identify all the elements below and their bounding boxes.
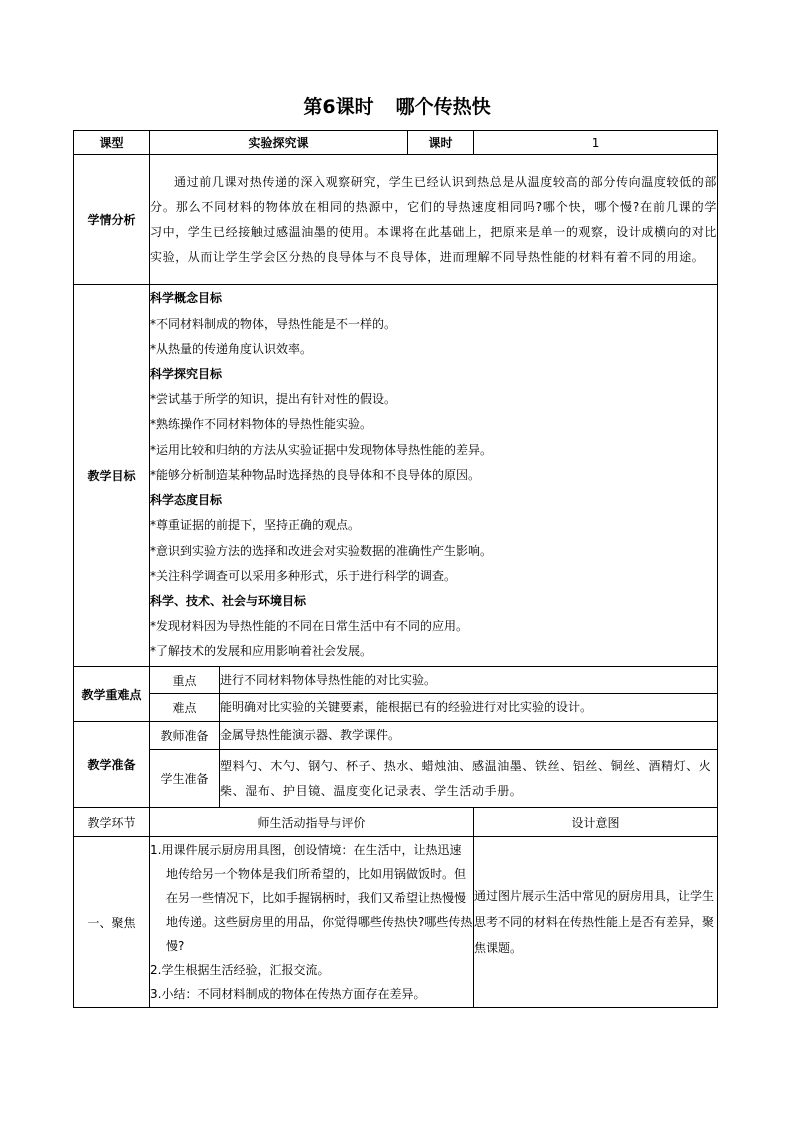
inquiry-goal-item: *能够分析制造某种物品时选择热的良导体和不良导体的原因。 [150,467,481,482]
stse-goal-item: *了解技术的发展和应用影响着社会发展。 [150,644,373,659]
stse-goal-item: *发现材料因为导热性能的不同在日常生活中有不同的应用。 [150,619,469,634]
analysis-row [74,155,718,285]
attitude-goal-heading: 科学态度目标 [150,493,223,508]
goals-label: 教学目标 [74,285,150,667]
attitude-goal-item: *关注科学调查可以采用多种形式，乐于进行科学的调查。 [150,568,457,583]
teacher-prep-label: 教师准备 [150,722,220,750]
focus-text: 进行不同材料物体导热性能的对比实验。 [220,667,718,694]
activity-item: 1.用课件展示厨房用具图，创设情境：在生活中，让热迅速地传给另一个物体是我们所希望的，比如用锅做饭时。但在另一些情况下，比如手握锅柄时，我们又希望让热慢慢地传递。这些厨房里的用品，你觉得哪些传热快?哪些传热慢? [150,843,473,953]
process-header-row [74,808,718,837]
page-title [0,92,794,119]
focus-label: 重点 [150,667,220,694]
activity-cell [150,837,474,1008]
concept-goal-item: *不同材料制成的物体，导热性能是不一样的。 [150,316,397,331]
lesson-number: 第6课时 [303,96,374,118]
inquiry-goal-item: *运用比较和归纳的方法从实验证据中发现物体导热性能的差异。 [150,442,493,457]
lesson-plan-table [73,130,718,1008]
analysis-cell [150,155,718,285]
attitude-goal-item: *尊重证据的前提下，坚持正确的观点。 [150,518,361,533]
course-type-label: 课型 [74,131,150,155]
analysis-text: 通过前几课对热传递的深入观察研究，学生已经认识到热总是从温度较高的部分传向温度较低的部分。那么不同材料的物体放在相同的热源中，它们的导热速度相同吗?哪个快，哪个慢?在前几课的学习中，学生已经接触过感温油墨的使用。本课将在此基础上，把原来是单一的观察，设计成横向的对比实验，从而让学生学会区分热的良导体与不良导体，进而理解不同导热性能的材料有着不同的用途。 [150,174,718,264]
goals-cell [150,285,718,667]
stage-header: 教学环节 [74,808,150,837]
intent-text: 通过图片展示生活中常见的厨房用具，让学生思考不同的材料在传热性能上是否有差异，聚焦课题。 [474,837,718,1008]
activity-header: 师生活动指导与评价 [150,808,474,837]
stage-row [74,837,718,1008]
difficulty-text: 能明确对比实验的关键要素，能根据已有的经验进行对比实验的设计。 [220,694,718,722]
course-type-value: 实验探究课 [150,131,408,155]
key-points-label: 教学重难点 [74,667,150,722]
concept-goal-item: *从热量的传递角度认识效率。 [150,341,313,356]
inquiry-goal-heading: 科学探究目标 [150,367,223,382]
intent-header: 设计意图 [474,808,718,837]
stage-name: 一、聚焦 [74,837,150,1008]
student-prep-text: 塑料勺、木勺、钢勺、杯子、热水、蜡烛油、感温油墨、铁丝、铝丝、铜丝、酒精灯、火柴、湿布、护目镜、温度变化记录表、学生活动手册。 [220,750,718,808]
course-hours-value: 1 [474,131,718,155]
analysis-label: 学情分析 [74,155,150,285]
course-hours-label: 课时 [408,131,474,155]
student-prep-row [74,750,718,808]
stse-goal-heading: 科学、技术、社会与环境目标 [150,593,307,608]
teacher-prep-text: 金属导热性能演示器、教学课件。 [220,722,718,750]
goals-row [74,285,718,667]
attitude-goal-item: *意识到实验方法的选择和改进会对实验数据的准确性产生影响。 [150,543,493,558]
focus-row [74,667,718,694]
preparation-label: 教学准备 [74,722,150,808]
concept-goal-heading: 科学概念目标 [150,291,223,306]
course-type-row [74,131,718,155]
activity-item: 3.小结：不同材料制成的物体在传热方面存在差异。 [150,987,426,1001]
teacher-prep-row [74,722,718,750]
inquiry-goal-item: *熟练操作不同材料物体的导热性能实验。 [150,417,373,432]
difficulty-label: 难点 [150,694,220,722]
activity-item: 2.学生根据生活经验，汇报交流。 [150,963,330,977]
lesson-topic: 哪个传热快 [395,96,491,118]
difficulty-row [74,694,718,722]
student-prep-label: 学生准备 [150,750,220,808]
inquiry-goal-item: *尝试基于所学的知识，提出有针对性的假设。 [150,392,397,407]
